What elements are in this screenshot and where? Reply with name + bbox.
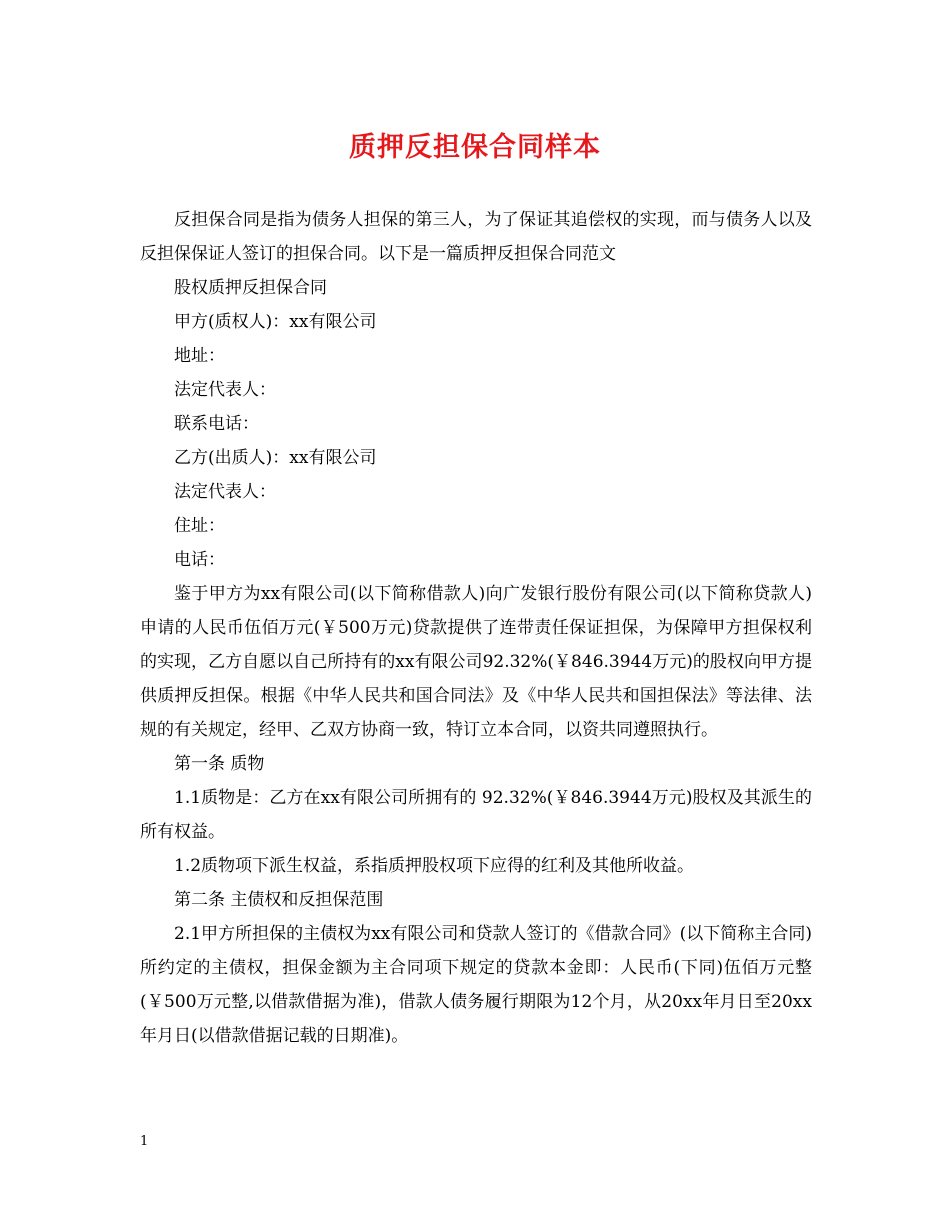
contract-name: 股权质押反担保合同 [174, 278, 327, 298]
intro-paragraph: 反担保合同是指为债务人担保的第三人，为了保证其追偿权的实现，而与债务人以及反担保保证人签订的担保合同。以下是一篇质押反担保合同范文 [140, 210, 812, 264]
document-title: 质押反担保合同样本 [349, 132, 601, 163]
party-b-line: 乙方(出质人)：xx有限公司 [174, 448, 377, 468]
party-b-legal-representative: 法定代表人： [174, 482, 276, 502]
party-a-legal-representative: 法定代表人： [174, 380, 276, 400]
clause-1-2: 1.2质物项下派生权益，系指质押股权项下应得的红利及其他所收益。 [174, 856, 695, 876]
preamble-paragraph: 鉴于甲方为xx有限公司(以下简称借款人)向广发银行股份有限公司(以下简称贷款人)申请的人民币伍佰万元(￥500万元)贷款提供了连带责任保证担保，为保障甲方担保权利的实现，乙方自愿以自己所持有的xx有限公司92.32%(￥846.3944万元)的股权向甲方提供质押反担保。根据《中华人民共和国合同法》及《中华人民共和国担保法》等法律、法规的有关规定，经甲、乙双方协商一致，特订立本合同，以资共同遵照执行。 [140, 584, 812, 740]
party-a-address: 地址： [174, 346, 225, 366]
document-body [140, 203, 812, 1053]
page-number: 1 [140, 1134, 149, 1149]
party-b-phone: 电话： [174, 550, 225, 570]
article-1-heading: 第一条 质物 [174, 754, 265, 774]
clause-1-1: 1.1质物是：乙方在xx有限公司所拥有的 92.32%(￥846.3944万元)股权及其派生的所有权益。 [140, 788, 812, 842]
clause-2-1: 2.1甲方所担保的主债权为xx有限公司和贷款人签订的《借款合同》(以下简称主合同)所约定的主债权，担保金额为主合同项下规定的贷款本金即：人民币(下同)伍佰万元整(￥500万元整,以借款借据为准)，借款人债务履行期限为12个月，从20xx年月日至20xx年月日(以借款借据记载的日期准)。 [140, 924, 812, 1046]
party-a-line: 甲方(质权人)：xx有限公司 [174, 312, 377, 332]
article-2-heading: 第二条 主债权和反担保范围 [174, 890, 384, 910]
party-b-address: 住址： [174, 516, 225, 536]
party-a-phone: 联系电话： [174, 414, 259, 434]
